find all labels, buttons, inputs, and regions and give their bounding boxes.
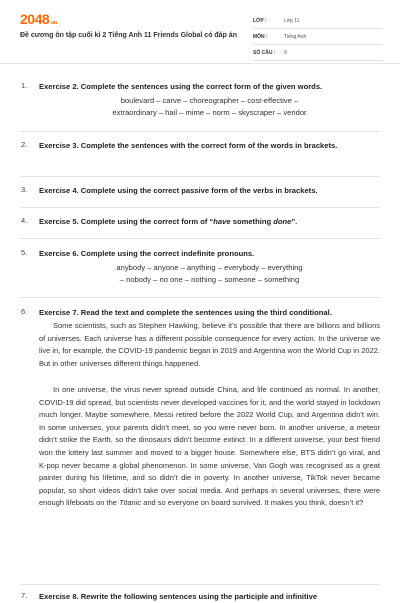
reading-paragraph (39, 384, 380, 510)
meta-key: SỐ CÂU : (253, 49, 276, 56)
exercise-title: Exercise 7. Read the text and complete the sentences using the third conditional. (39, 308, 332, 317)
meta-row-subject (253, 29, 383, 45)
document-title: Đề cương ôn tập cuối kì 2 Tiếng Anh 11 Friends Global có đáp án (20, 32, 237, 39)
paragraph-text: In one universe, the virus never spread outside China, and life continued as normal. In another, COVID-19 did spread, but scientists never developed vaccines for it, and the world stayed in lockdown much longer. Maybe somewhere, Messi retired before the 2022 World Cup, and Argentina didn’t win. In some universes, your parents didn’t meet, so you were never born. In another universe, a meteor didn’t strike the Earth, so the dinosaurs didn’t become extinct. In a different universe, your best friend won the lottery last summer and moved to a bigger house. Somewhere else, BTS didn’t go viral, and K-pop never became a global phenomenon. In some universe, Van Gogh was recognised as a great painter during his lifetime, and so didn’t die in poverty. In another universe, TikTok never became popular, so short videos didn’t take over social media. And perhaps in several universes, there were enough lifeboats on the (39, 385, 380, 508)
exercise-number: 1. (21, 81, 28, 90)
exercise-title: Exercise 2. Complete the sentences using the correct form of the given words. (39, 82, 323, 91)
meta-value: Tiếng Anh (284, 33, 307, 40)
meta-key: MÔN : (253, 33, 268, 40)
exercise-number: 7. (21, 591, 28, 600)
meta-row-class (253, 13, 383, 29)
document-meta (253, 13, 383, 61)
exercise-title (39, 216, 380, 228)
exercise-number: 4. (21, 216, 28, 225)
exercise-number: 5. (21, 248, 28, 257)
word-bank (39, 95, 380, 119)
word-bank (39, 262, 380, 286)
exercise-title: Exercise 6. Complete using the correct indefinite pronouns. (39, 249, 255, 258)
meta-key: LỚP : (253, 17, 267, 24)
exercise-number: 6. (21, 307, 28, 316)
title-emphasis: done (273, 217, 292, 226)
word-bank-line: anybody – anyone – anything – everybody – everything (116, 263, 303, 272)
exercise-title: Exercise 3. Complete the sentences with the correct form of the words in brackets. (39, 141, 338, 150)
exercise-number: 2. (21, 140, 28, 149)
exercise-title: Exercise 8. Rewrite the following sentences using the participle and infinitive (39, 592, 318, 601)
divider (20, 297, 380, 298)
divider (20, 238, 380, 239)
site-logo[interactable] (20, 12, 57, 30)
word-bank-line: – nobody – no one – nothing – someone – something (119, 275, 300, 284)
title-text: Exercise 5. Complete using the correct form of “ (39, 217, 214, 226)
paragraph-emphasis: Titanic (119, 498, 142, 508)
meta-value: 9 (284, 49, 287, 56)
reading-paragraph: Some scientists, such as Stephen Hawking, believe it’s possible that there are billions and billions of universes. Each universe has a different possible consequence for every action. In the universe we live in, for example, the COVID-19 pandemic began in 2019 and Argentina won the World Cup in 2022. But in other universes different things happened. (39, 321, 380, 368)
divider (20, 131, 380, 132)
word-bank-line: extraordinary – hail – mime – norm – skyscraper – vendor (112, 108, 307, 117)
divider (20, 207, 380, 208)
exercise-number: 3. (21, 185, 28, 194)
title-text: ”. (291, 217, 298, 226)
paragraph-text: and so everyone on board survived. It makes you think, doesn’t it? (141, 498, 364, 508)
divider (20, 584, 380, 585)
title-text: something (230, 217, 274, 226)
logo-text: 2048 (20, 11, 50, 27)
exercise-title: Exercise 4. Complete using the correct passive form of the verbs in brackets. (39, 186, 318, 195)
page-header (0, 0, 400, 64)
logo-suffix: .vn (50, 20, 57, 26)
divider (20, 176, 380, 177)
meta-value: Lớp 11 (284, 17, 300, 24)
meta-row-count (253, 45, 383, 61)
title-emphasis: have (213, 217, 231, 226)
word-bank-line: boulevard – carve – choreographer – cost-effective – (120, 96, 299, 105)
